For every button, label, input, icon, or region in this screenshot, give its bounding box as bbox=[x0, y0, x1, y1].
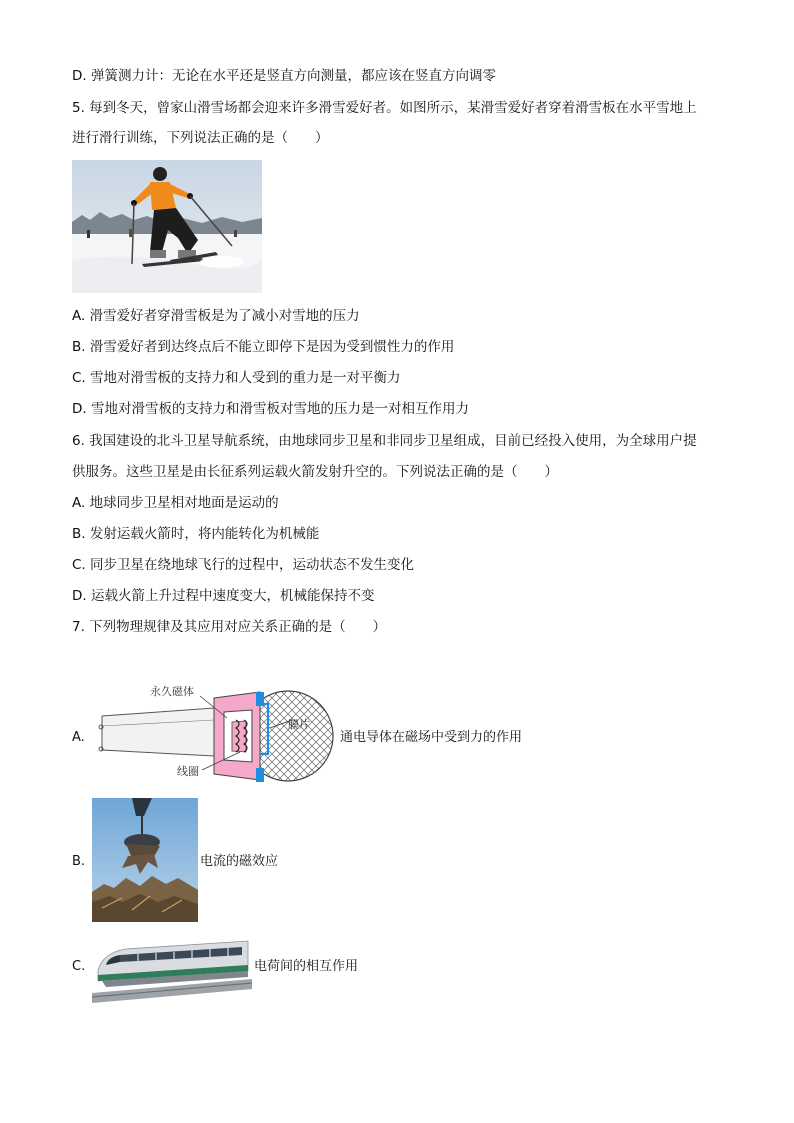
q7-option-a-letter: A. bbox=[72, 730, 85, 745]
q6-option-d: D. 运载火箭上升过程中速度变大，机械能保持不变 bbox=[72, 588, 375, 604]
label-permanent-magnet: 永久磁体 bbox=[150, 685, 194, 698]
q7-option-c-text: 电荷间的相互作用 bbox=[254, 959, 359, 974]
q6-stem-line1: 6. 我国建设的北斗卫星导航系统，由地球同步卫星和非同步卫星组成，目前已经投入使用，为全球用户提 bbox=[72, 433, 697, 449]
label-coil: 线圈 bbox=[177, 765, 199, 778]
skier-photo bbox=[72, 160, 262, 293]
q5-stem-line2: 进行滑行训练，下列说法正确的是（ ） bbox=[72, 130, 329, 146]
q5-option-d: D. 雪地对滑雪板的支持力和滑雪板对雪地的压力是一对相互作用力 bbox=[72, 401, 469, 417]
q5-option-c: C. 雪地对滑雪板的支持力和人受到的重力是一对平衡力 bbox=[72, 370, 401, 386]
q7-option-c-letter: C. bbox=[72, 959, 86, 974]
maglev-train-photo bbox=[92, 931, 252, 1003]
q5-option-a: A. 滑雪爱好者穿滑雪板是为了减小对雪地的压力 bbox=[72, 308, 360, 324]
q5-stem-line1: 5. 每到冬天，曾家山滑雪场都会迎来许多滑雪爱好者。如图所示，某滑雪爱好者穿着滑雪板在水平雪地上 bbox=[72, 100, 697, 116]
q6-option-c: C. 同步卫星在绕地球飞行的过程中，运动状态不发生变化 bbox=[72, 557, 415, 573]
crane-photo bbox=[92, 798, 198, 922]
q4-option-d: D. 弹簧测力计：无论在水平还是竖直方向测量，都应该在竖直方向调零 bbox=[72, 68, 496, 84]
q7-option-a-text: 通电导体在磁场中受到力的作用 bbox=[340, 730, 523, 745]
q7-option-b-text: 电流的磁效应 bbox=[200, 854, 279, 869]
q6-option-b: B. 发射运载火箭时，将内能转化为机械能 bbox=[72, 526, 320, 542]
q6-option-a: A. 地球同步卫星相对地面是运动的 bbox=[72, 495, 279, 511]
q6-stem-line2: 供服务。这些卫星是由长征系列运载火箭发射升空的。下列说法正确的是（ ） bbox=[72, 464, 558, 480]
microphone-diagram bbox=[92, 678, 342, 790]
q5-option-b: B. 滑雪爱好者到达终点后不能立即停下是因为受到惯性力的作用 bbox=[72, 339, 455, 355]
q7-stem: 7. 下列物理规律及其应用对应关系正确的是（ ） bbox=[72, 619, 387, 635]
label-diaphragm: 膜片 bbox=[288, 718, 310, 731]
q7-option-b-letter: B. bbox=[72, 854, 86, 869]
